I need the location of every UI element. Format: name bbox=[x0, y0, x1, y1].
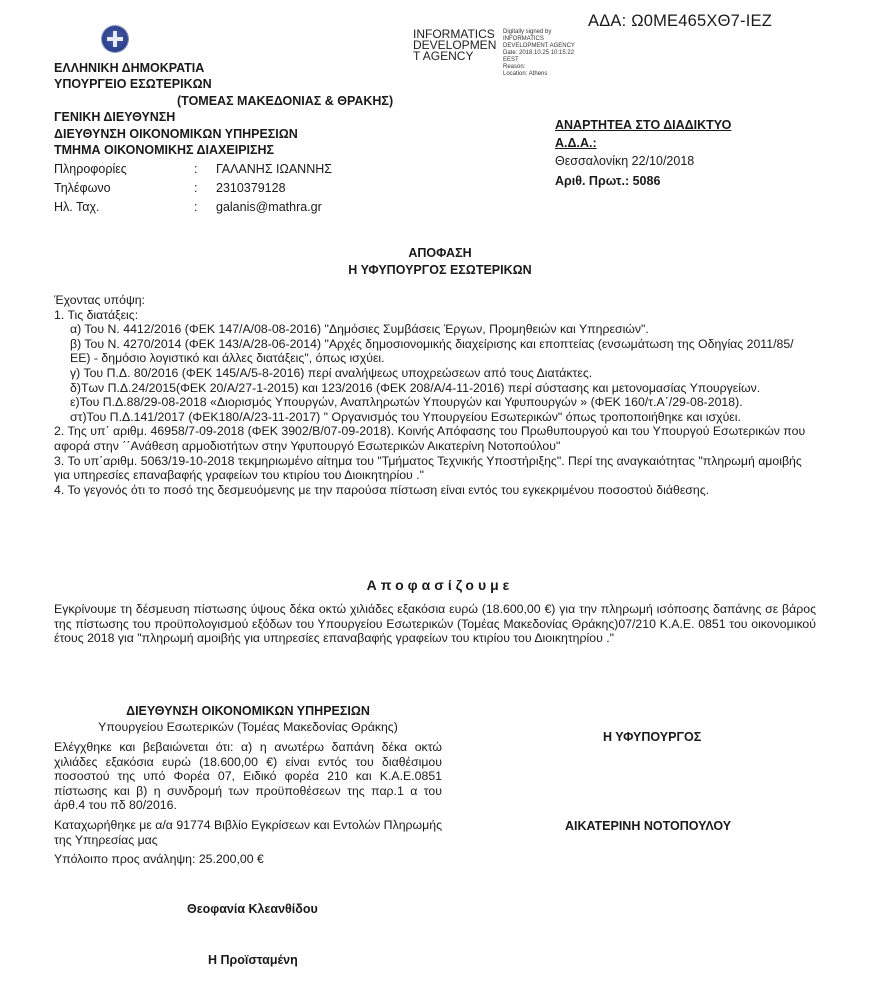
considering-item: 2. Της υπ΄ αριθμ. 46958/7-09-2018 (ΦΕΚ 3902/Β/07-09-2018). Κοινής Απόφασης του Πρωθυπουργού και του Υπουργού Εσωτερικών που αφορά στην ΄΄Ανάθεση αρμοδιοτήτων στην Υφυπουργό Εσωτερικών Αικατερίνη Νοτοπούλου" bbox=[54, 424, 806, 453]
signature-detail-line: Location: Athens bbox=[503, 71, 548, 77]
considering-intro: Έχοντας υπόψη: bbox=[54, 293, 145, 307]
header-department: ΤΜΗΜΑ ΟΙΚΟΝΟΜΙΚΗΣ ΔΙΑΧΕΙΡΙΣΗΣ bbox=[54, 143, 275, 157]
contact-info-row bbox=[54, 160, 332, 178]
contact-value: 2310379128 bbox=[216, 181, 286, 195]
signature-signer bbox=[413, 29, 499, 62]
contact-sep: : bbox=[194, 162, 198, 176]
document-title: ΑΠΟΦΑΣΗ bbox=[408, 246, 472, 260]
greek-emblem-logo bbox=[102, 26, 128, 52]
minister-role: Η ΥΦΥΠΟΥΡΓΟΣ bbox=[603, 730, 702, 744]
provision-item: δ)Των Π.Δ.24/2015(ΦΕΚ 20/Α/27-1-2015) και 123/2016 (ΦΕΚ 208/Α/4-11-2016) περί σύστασης και μετονομασίας Υπουργείων. bbox=[70, 380, 761, 395]
protocol-number: Αριθ. Πρωτ.: 5086 bbox=[555, 174, 661, 188]
contact-value: ΓΑΛΑΝΗΣ ΙΩΑΝΝΗΣ bbox=[216, 162, 332, 176]
header-republic: ΕΛΛΗΝΙΚΗ ΔΗΜΟΚΡΑΤΙΑ bbox=[54, 61, 205, 75]
considering-item: 3. Το υπ΄αριθμ. 5063/19-10-2018 τεκμηριωμένο αίτημα του "Τμήματος Τεχνικής Υποστήριξης". Περί της αναγκαιότητας "πληρωμή αμοιβής για υπηρεσίες επαναβαφής γραφείων του κτιρίου του Διοικητηρίου ." bbox=[54, 453, 802, 483]
finance-subtitle: Υπουργείου Εσωτερικών (Τομέας Μακεδονίας Θράκης) bbox=[98, 720, 398, 734]
signature-detail-line: Date: 2018.10.25 10:15:22 bbox=[503, 50, 575, 56]
provision-item: στ)Του Π.Δ.141/2017 (ΦΕΚ180/Α/23-11-2017) " Οργανισμός του Υπουργείου Εσωτερικών" όπως τροποποιήθηκε και ισχύει. bbox=[70, 409, 741, 424]
considering-item: 4. Το γεγονός ότι το ποσό της δεσμευόμενης με την παρούσα πίστωση είναι εντός του εγκεκριμένου ποσοστού διάθεσης. bbox=[54, 482, 710, 497]
contact-email-row bbox=[54, 198, 322, 216]
publish-notice: ΑΝΑΡΤΗΤΕΑ ΣΤΟ ΔΙΑΔΙΚΤΥΟ bbox=[555, 118, 732, 132]
provision-item: β) Του Ν. 4270/2014 (ΦΕΚ 143/Α/28-06-2014) "Αρχές δημοσιονομικής διαχείρισης και εποπτείας (ενσωμάτωση της Οδηγίας 2011/85/ΕΕ) - δημόσιο λογιστικό και άλλες διατάξεις", όπως ισχύει. bbox=[70, 336, 794, 366]
signer-line: INFORMATICS bbox=[413, 27, 495, 41]
finance-balance: Υπόλοιπο προς ανάληψη: 25.200,00 € bbox=[54, 852, 264, 867]
considering-section bbox=[54, 293, 814, 497]
header-directorate: ΔΙΕΥΘΥΝΣΗ ΟΙΚΟΝΟΜΙΚΩΝ ΥΠΗΡΕΣΙΩΝ bbox=[54, 127, 298, 141]
finance-registered-text: Καταχωρήθηκε με α/α 91774 Βιβλίο Εγκρίσεων και Εντολών Πληρωμής της Υπηρεσίας μας bbox=[54, 817, 442, 847]
ada-code: ΑΔΑ: Ω0ΜΕ465ΧΘ7-ΙΕΖ bbox=[588, 12, 772, 30]
provision-item: ε)Του Π.Δ.88/29-08-2018 «Διορισμός Υπουργών, Αναπληρωτών Υπουργών και Υφυπουργών » (ΦΕΚ 160/τ.Α΄/29-08-2018). bbox=[70, 395, 743, 410]
ada-label: Α.Δ.Α.: bbox=[555, 136, 597, 150]
considering-item-1: 1. Τις διατάξεις: bbox=[54, 307, 139, 322]
finance-signer-name: Θεοφανία Κλεανθίδου bbox=[187, 902, 318, 916]
place-date: Θεσσαλονίκη 22/10/2018 bbox=[555, 154, 695, 168]
finance-signer-role: Η Προϊσταμένη bbox=[208, 953, 298, 967]
signature-detail-line: DEVELOPMENT AGENCY bbox=[503, 43, 575, 49]
contact-label: Πληροφορίες bbox=[54, 162, 127, 176]
signature-detail-line: EEST bbox=[503, 57, 519, 63]
finance-verified-text: Ελέγχθηκε και βεβαιώνεται ότι: α) η ανωτέρω δαπάνη δέκα οκτώ χιλιάδες εξακόσια ευρώ (18.600,00 €) είναι εντός του διαθέσιμου ποσοστού της υπό Φορέα 07, Ειδικό φορέα 210 και Κ.Α.Ε.0851 πίστωσης και β) η συνδρομή των προϋποθέσεων της παρ.1 α του άρθ.4 του πδ 80/2016. bbox=[54, 740, 442, 813]
signature-detail-line: INFORMATICS bbox=[503, 36, 544, 42]
digital-signature-stamp bbox=[413, 29, 575, 78]
contact-sep: : bbox=[194, 181, 198, 195]
contact-label: Τηλέφωνο bbox=[54, 181, 111, 195]
signature-detail-line: Reason: bbox=[503, 64, 526, 70]
provision-item: γ) Του Π.Δ. 80/2016 (ΦΕΚ 145/Α/5-8-2016) περί αναλήψεως υποχρεώσεων από τους Διατάκτες. bbox=[70, 365, 593, 380]
contact-email-link[interactable]: galanis@mathra.gr bbox=[216, 200, 322, 214]
decision-text: Εγκρίνουμε τη δέσμευση πίστωσης ύψους δέκα οκτώ χιλιάδες εξακόσια ευρώ (18.600,00 €) για την πληρωμή ισόποσης δαπάνης σε βάρος της πίστωσης του προϋπολογισμού εξόδων του Υπουργείου Εσωτερικών (Τομέας Μακεδονίας Θράκης)07/210 Κ.Α.Ε. 0851 του οικονομικού έτους 2018 για "πληρωμή αμοιβής για υπηρεσίες επαναβαφής γραφείων του κτιρίου του Διοικητηρίου ." bbox=[54, 602, 816, 646]
signature-detail-line: Digitally signed by bbox=[503, 29, 552, 35]
decision-title: Αποφασίζουμε bbox=[366, 577, 514, 593]
contact-sep: : bbox=[194, 200, 198, 214]
finance-block bbox=[54, 703, 442, 867]
minister-name: ΑΙΚΑΤΕΡΙΝΗ ΝΟΤΟΠΟΥΛΟΥ bbox=[565, 819, 732, 833]
signer-line: T AGENCY bbox=[413, 49, 474, 63]
signer-line: DEVELOPMEN bbox=[413, 38, 497, 52]
header-general-directorate: ΓΕΝΙΚΗ ΔΙΕΥΘΥΝΣΗ bbox=[54, 110, 176, 124]
header-sector: (ΤΟΜΕΑΣ ΜΑΚΕΔΟΝΙΑΣ & ΘΡΑΚΗΣ) bbox=[177, 94, 394, 108]
header-ministry: ΥΠΟΥΡΓΕΙΟ ΕΣΩΤΕΡΙΚΩΝ bbox=[54, 77, 212, 91]
contact-label: Ηλ. Ταχ. bbox=[54, 200, 100, 214]
signature-details bbox=[503, 29, 575, 78]
finance-title: ΔΙΕΥΘΥΝΣΗ ΟΙΚΟΝΟΜΙΚΩΝ ΥΠΗΡΕΣΙΩΝ bbox=[126, 704, 370, 718]
document-subtitle: Η ΥΦΥΠΟΥΡΓΟΣ ΕΣΩΤΕΡΙΚΩΝ bbox=[348, 263, 532, 277]
provision-item: α) Του Ν. 4412/2016 (ΦΕΚ 147/Α/08-08-2016) "Δημόσιες Συμβάσεις Έργων, Προμηθειών και Υπηρεσιών". bbox=[70, 322, 649, 337]
contact-phone-row bbox=[54, 179, 286, 197]
